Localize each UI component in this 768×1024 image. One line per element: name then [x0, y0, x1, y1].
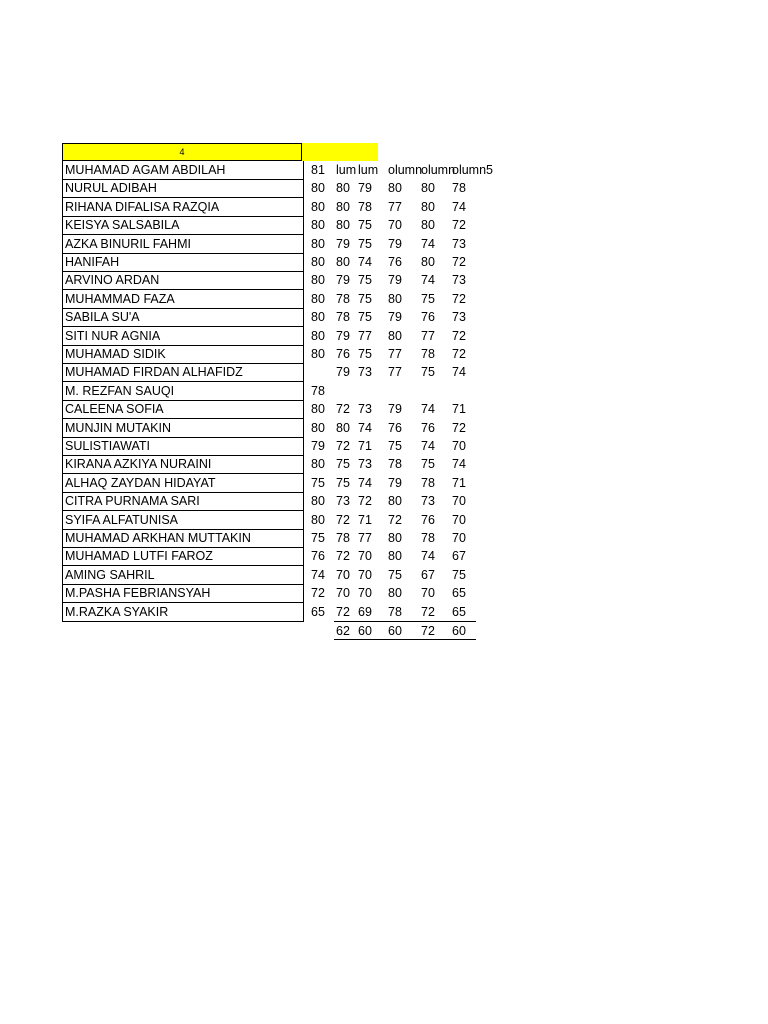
score-cell[interactable]: 80 [311, 457, 325, 472]
score-cell[interactable]: 74 [421, 273, 435, 288]
score-cell[interactable]: 72 [452, 291, 466, 306]
score-cell[interactable]: 79 [388, 402, 402, 417]
score-cell[interactable]: 80 [388, 291, 402, 306]
score-cell[interactable]: 78 [388, 604, 402, 619]
score-cell[interactable]: 71 [358, 439, 372, 453]
column-header[interactable]: lum [336, 163, 357, 177]
student-name-cell[interactable]: SYIFA ALFATUNISA [62, 511, 304, 530]
student-name-cell[interactable]: KEISYA SALSABILA [62, 216, 304, 235]
score-cell[interactable]: 75 [388, 567, 402, 582]
score-cell[interactable]: 77 [421, 328, 435, 343]
student-name-cell[interactable]: M.RAZKA SYAKIR [62, 603, 304, 622]
score-cell[interactable]: 75 [388, 439, 402, 453]
score-cell[interactable]: 72 [452, 255, 466, 269]
score-cell[interactable]: 69 [358, 604, 372, 619]
column-header[interactable]: olumn [421, 163, 456, 177]
student-name-cell[interactable]: MUHAMMAD FAZA [62, 290, 304, 309]
score-cell[interactable]: 71 [452, 475, 466, 490]
score-cell[interactable]: 72 [336, 402, 350, 417]
score-cell[interactable]: 75 [358, 310, 372, 325]
score-cell[interactable]: 80 [311, 291, 325, 306]
score-cell[interactable]: 80 [311, 494, 325, 509]
score-cell[interactable]: 76 [336, 347, 350, 361]
score-cell[interactable]: 70 [336, 567, 350, 582]
score-cell[interactable]: 80 [388, 549, 402, 564]
score-cell[interactable]: 78 [336, 310, 350, 325]
score-cell[interactable]: 80 [336, 199, 350, 214]
footer-score-cell[interactable]: 60 [452, 624, 466, 638]
score-cell[interactable]: 80 [311, 181, 325, 196]
score-cell[interactable]: 79 [336, 365, 350, 380]
score-cell[interactable]: 80 [311, 273, 325, 288]
score-cell[interactable]: 80 [311, 199, 325, 214]
score-cell[interactable]: 70 [358, 567, 372, 582]
score-cell[interactable]: 80 [421, 255, 435, 269]
score-cell[interactable]: 79 [388, 236, 402, 251]
score-cell[interactable]: 80 [336, 181, 350, 196]
header-number-cell[interactable]: 4 [62, 143, 302, 161]
score-cell[interactable]: 80 [311, 218, 325, 233]
score-cell[interactable]: 74 [358, 420, 372, 435]
score-cell[interactable]: 80 [421, 181, 435, 196]
score-cell[interactable]: 77 [388, 365, 402, 380]
score-cell[interactable]: 70 [358, 549, 372, 564]
score-cell[interactable]: 65 [452, 586, 466, 601]
score-cell[interactable]: 75 [421, 457, 435, 472]
score-cell[interactable]: 78 [421, 347, 435, 361]
score-cell[interactable]: 73 [358, 402, 372, 417]
score-cell[interactable]: 79 [388, 310, 402, 325]
score-cell[interactable]: 78 [336, 291, 350, 306]
score-cell[interactable]: 80 [311, 402, 325, 417]
student-name-cell[interactable]: M. REZFAN SAUQI [62, 382, 304, 401]
score-cell[interactable]: 72 [336, 604, 350, 619]
score-cell[interactable]: 72 [336, 549, 350, 564]
score-cell[interactable]: 72 [452, 218, 466, 233]
score-cell[interactable]: 80 [388, 494, 402, 509]
score-cell[interactable]: 78 [358, 199, 372, 214]
score-cell[interactable]: 72 [336, 512, 350, 527]
score-cell[interactable]: 65 [452, 604, 466, 619]
student-name-cell[interactable]: MUHAMAD ARKHAN MUTTAKIN [62, 529, 304, 548]
score-cell[interactable]: 79 [336, 236, 350, 251]
score-cell[interactable]: 80 [311, 420, 325, 435]
column-header[interactable]: olumn [388, 163, 423, 177]
score-cell[interactable]: 74 [421, 402, 435, 417]
score-cell[interactable]: 72 [452, 347, 466, 361]
column-header[interactable]: 81 [311, 163, 325, 177]
student-name-cell[interactable]: ALHAQ ZAYDAN HIDAYAT [62, 474, 304, 493]
score-cell[interactable]: 78 [388, 457, 402, 472]
header-fill-scores [302, 143, 378, 161]
score-cell[interactable]: 74 [421, 439, 435, 453]
score-cell[interactable]: 73 [452, 310, 466, 325]
score-cell[interactable]: 78 [452, 181, 466, 196]
score-cell[interactable]: 67 [452, 549, 466, 564]
score-cell[interactable]: 80 [311, 328, 325, 343]
score-cell[interactable]: 72 [452, 328, 466, 343]
score-cell[interactable]: 74 [421, 236, 435, 251]
score-cell[interactable]: 80 [388, 181, 402, 196]
student-name-cell[interactable]: HANIFAH [62, 253, 304, 272]
score-cell[interactable]: 76 [421, 420, 435, 435]
score-cell[interactable]: 73 [358, 365, 372, 380]
score-cell[interactable]: 77 [388, 199, 402, 214]
student-name-cell[interactable]: CALEENA SOFIA [62, 400, 304, 419]
score-cell[interactable]: 73 [452, 236, 466, 251]
score-cell[interactable]: 80 [388, 531, 402, 545]
score-cell[interactable]: 78 [421, 475, 435, 490]
score-cell[interactable]: 65 [311, 604, 325, 619]
score-cell[interactable]: 76 [388, 255, 402, 269]
score-cell[interactable]: 75 [421, 291, 435, 306]
score-cell[interactable]: 80 [336, 255, 350, 269]
score-cell[interactable]: 80 [336, 420, 350, 435]
score-cell[interactable]: 75 [311, 531, 325, 545]
score-cell[interactable]: 79 [358, 181, 372, 196]
score-cell[interactable]: 80 [388, 586, 402, 601]
student-name-cell[interactable]: AMING SAHRIL [62, 566, 304, 585]
score-cell[interactable]: 70 [421, 586, 435, 601]
score-cell[interactable]: 75 [358, 236, 372, 251]
score-cell[interactable]: 70 [336, 586, 350, 601]
score-cell[interactable]: 80 [311, 347, 325, 361]
score-cell[interactable]: 75 [358, 291, 372, 306]
student-name-cell[interactable]: MUHAMAD FIRDAN ALHAFIDZ [62, 363, 304, 382]
student-name-cell[interactable]: KIRANA AZKIYA NURAINI [62, 455, 304, 474]
score-cell[interactable]: 74 [358, 255, 372, 269]
score-cell[interactable]: 75 [336, 475, 350, 490]
score-cell[interactable]: 77 [358, 531, 372, 545]
score-cell[interactable]: 75 [336, 457, 350, 472]
footer-score-cell[interactable]: 60 [358, 624, 372, 638]
score-cell[interactable]: 80 [336, 218, 350, 233]
student-name-cell[interactable]: SULISTIAWATI [62, 437, 304, 456]
score-cell[interactable]: 79 [388, 273, 402, 288]
student-name-cell[interactable]: SABILA SU'A [62, 308, 304, 327]
score-cell[interactable]: 74 [452, 365, 466, 380]
score-cell[interactable]: 78 [311, 383, 325, 398]
score-cell[interactable]: 72 [452, 420, 466, 435]
score-cell[interactable]: 80 [311, 236, 325, 251]
score-cell[interactable]: 75 [311, 475, 325, 490]
score-cell[interactable]: 78 [336, 531, 350, 545]
student-name-cell[interactable]: CITRA PURNAMA SARI [62, 492, 304, 511]
score-cell[interactable]: 74 [452, 457, 466, 472]
student-name-cell[interactable]: MUHAMAD LUTFI FAROZ [62, 547, 304, 566]
score-cell[interactable]: 79 [388, 475, 402, 490]
score-cell[interactable]: 76 [311, 549, 325, 564]
footer-score-cell[interactable]: 72 [421, 624, 435, 638]
score-cell[interactable]: 72 [388, 512, 402, 527]
score-cell[interactable]: 80 [421, 199, 435, 214]
score-cell[interactable]: 77 [358, 328, 372, 343]
student-name-cell[interactable]: MUNJIN MUTAKIN [62, 419, 304, 438]
score-cell[interactable]: 79 [336, 328, 350, 343]
student-name-cell[interactable]: M.PASHA FEBRIANSYAH [62, 584, 304, 603]
score-cell[interactable]: 78 [421, 531, 435, 545]
score-cell[interactable]: 70 [452, 439, 466, 453]
score-cell[interactable]: 76 [421, 310, 435, 325]
score-cell[interactable]: 75 [358, 273, 372, 288]
score-cell[interactable]: 79 [336, 273, 350, 288]
score-cell[interactable]: 73 [452, 273, 466, 288]
score-cell[interactable]: 70 [452, 494, 466, 509]
student-name-cell[interactable]: ARVINO ARDAN [62, 271, 304, 290]
score-cell[interactable]: 74 [452, 199, 466, 214]
score-cell[interactable]: 79 [311, 439, 325, 453]
score-cell[interactable]: 75 [358, 347, 372, 361]
score-cell[interactable]: 71 [452, 402, 466, 417]
score-cell[interactable]: 72 [358, 494, 372, 509]
score-cell[interactable]: 75 [421, 365, 435, 380]
column-header[interactable]: lum [358, 163, 379, 177]
score-cell[interactable]: 74 [421, 549, 435, 564]
score-cell[interactable]: 72 [421, 604, 435, 619]
student-name-cell[interactable]: MUHAMAD AGAM ABDILAH [62, 161, 304, 180]
score-cell[interactable]: 70 [388, 218, 402, 233]
score-cell[interactable]: 76 [421, 512, 435, 527]
score-cell[interactable]: 70 [358, 586, 372, 601]
score-cell[interactable]: 67 [421, 567, 435, 582]
score-cell[interactable]: 80 [421, 218, 435, 233]
student-name-cell[interactable]: NURUL ADIBAH [62, 179, 304, 198]
footer-score-cell[interactable]: 62 [336, 624, 350, 638]
column-header[interactable]: olumn5 [452, 163, 493, 177]
score-cell[interactable]: 80 [311, 255, 325, 269]
score-cell[interactable]: 72 [336, 439, 350, 453]
score-cell[interactable]: 73 [336, 494, 350, 509]
footer-score-cell[interactable]: 60 [388, 624, 402, 638]
score-cell[interactable]: 72 [311, 586, 325, 601]
student-name-cell[interactable]: MUHAMAD SIDIK [62, 345, 304, 364]
score-cell[interactable]: 73 [358, 457, 372, 472]
student-name-cell[interactable]: RIHANA DIFALISA RAZQIA [62, 198, 304, 217]
score-cell[interactable]: 75 [358, 218, 372, 233]
score-cell[interactable]: 80 [311, 512, 325, 527]
student-name-cell[interactable]: SITI NUR AGNIA [62, 327, 304, 346]
score-cell[interactable]: 74 [358, 475, 372, 490]
score-cell[interactable]: 74 [311, 567, 325, 582]
student-name-cell[interactable]: AZKA BINURIL FAHMI [62, 235, 304, 254]
score-cell[interactable]: 76 [388, 420, 402, 435]
score-cell[interactable]: 75 [452, 567, 466, 582]
score-cell[interactable]: 71 [358, 512, 372, 527]
score-cell[interactable]: 80 [311, 310, 325, 325]
score-cell[interactable]: 80 [388, 328, 402, 343]
score-cell[interactable]: 73 [421, 494, 435, 509]
score-cell[interactable]: 70 [452, 531, 466, 545]
score-cell[interactable]: 70 [452, 512, 466, 527]
score-cell[interactable]: 77 [388, 347, 402, 361]
